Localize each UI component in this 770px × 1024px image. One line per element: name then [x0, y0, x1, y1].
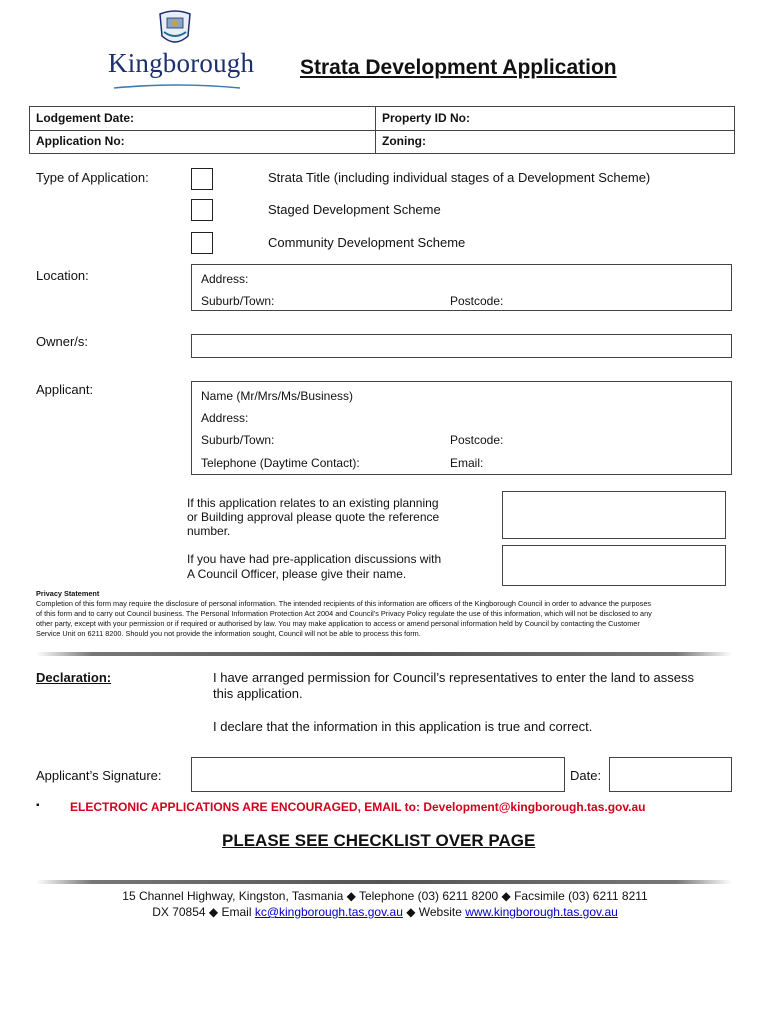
applicant-address-field: Address:	[201, 411, 249, 425]
type-of-application-label: Type of Application:	[36, 170, 149, 185]
property-id-field[interactable]: Property ID No:	[382, 111, 471, 125]
applicant-box[interactable]	[191, 381, 732, 475]
date-input[interactable]	[609, 757, 732, 792]
logo-text: Kingborough	[108, 48, 255, 78]
location-postcode-field: Postcode:	[450, 294, 504, 308]
council-logo	[150, 10, 200, 50]
footer-links-line: DX 70854 ◆ Email kc@kingborough.tas.gov.au ◆ Website www.kingborough.tas.gov.au	[152, 905, 618, 919]
page-title: Strata Development Application	[300, 56, 617, 79]
website-link[interactable]: www.kingborough.tas.gov.au	[465, 905, 618, 919]
date-label: Date:	[570, 768, 602, 783]
applicant-postcode-field: Postcode:	[450, 433, 504, 447]
declaration-text: I have arranged permission for Council’s representatives to enter the land to assess this application.	[213, 670, 695, 701]
strata-title-option: Strata Title (including individual stages of a Development Scheme)	[268, 170, 651, 185]
owners-label: Owner/s:	[36, 334, 89, 349]
community-development-option: Community Development Scheme	[268, 235, 466, 250]
reference-text: If this application relates to an existing planning or Building approval please quote the reference number.	[187, 496, 440, 538]
staged-development-checkbox[interactable]	[191, 199, 213, 221]
applicant-suburb-field: Suburb/Town:	[201, 433, 275, 447]
signature-label: Applicant’s Signature:	[36, 768, 162, 783]
email-link[interactable]: kc@kingborough.tas.gov.au	[254, 905, 403, 919]
divider-1	[36, 652, 732, 656]
location-label: Location:	[36, 268, 89, 283]
council-officer-input[interactable]	[502, 545, 726, 586]
strata-title-checkbox[interactable]	[191, 168, 213, 190]
applicant-email-field: Email:	[450, 456, 484, 470]
community-development-checkbox[interactable]	[191, 232, 213, 254]
signature-input[interactable]	[191, 757, 565, 792]
checklist-notice: PLEASE SEE CHECKLIST OVER PAGE	[222, 831, 536, 850]
owners-input[interactable]	[191, 334, 732, 358]
crest-icon	[150, 10, 200, 50]
location-address-field: Address:	[201, 272, 249, 286]
declaration-label: Declaration:	[36, 670, 112, 685]
applicant-telephone-field: Telephone (Daytime Contact):	[201, 456, 360, 470]
location-box[interactable]	[191, 264, 732, 311]
location-suburb-field: Suburb/Town:	[201, 294, 275, 308]
pre-application-text: If you have had pre-application discussions with A Council Officer, please give their name.	[187, 552, 442, 581]
privacy-heading: Privacy Statement	[36, 589, 100, 598]
application-no-field[interactable]: Application No:	[30, 130, 376, 153]
lodgement-date-field[interactable]: Lodgement Date:	[30, 107, 376, 130]
logo-swoosh	[112, 78, 242, 86]
zoning-field[interactable]: Zoning:	[382, 134, 426, 148]
reference-number-input[interactable]	[502, 491, 726, 539]
footer-contact-line: 15 Channel Highway, Kingston, Tasmania ◆ Telephone (03) 6211 8200 ◆ Facsimile (03) 6211 8211	[122, 889, 648, 903]
applicant-name-field: Name (Mr/Mrs/Ms/Business)	[201, 389, 354, 403]
privacy-statement: Completion of this form may require the disclosure of personal information. The intended recipients of this information are officers of the Kingborough Council in order to advance the purposes of this form and to carry out Council business. The Personal Information Protection Act 2004 and Council’s Privacy Policy regulate the use of this information, which will not be disclosed to any other party, except with your permission or if required or authorised by law. You may make application to access or amend personal information held by Council by contacting the Customer Service Unit on 6211 8200. Should you not provide the information sought, Council will not be able to process this form.	[36, 599, 652, 638]
header-table	[29, 106, 735, 154]
declaration-true-text: I declare that the information in this application is true and correct.	[213, 719, 593, 734]
divider-2	[36, 880, 732, 884]
electronic-applications-notice: ELECTRONIC APPLICATIONS ARE ENCOURAGED, EMAIL to: Development@kingborough.tas.gov.au	[70, 800, 646, 814]
staged-development-option: Staged Development Scheme	[268, 202, 441, 217]
bullet-icon: ▪	[36, 800, 40, 811]
applicant-label: Applicant:	[36, 382, 94, 397]
